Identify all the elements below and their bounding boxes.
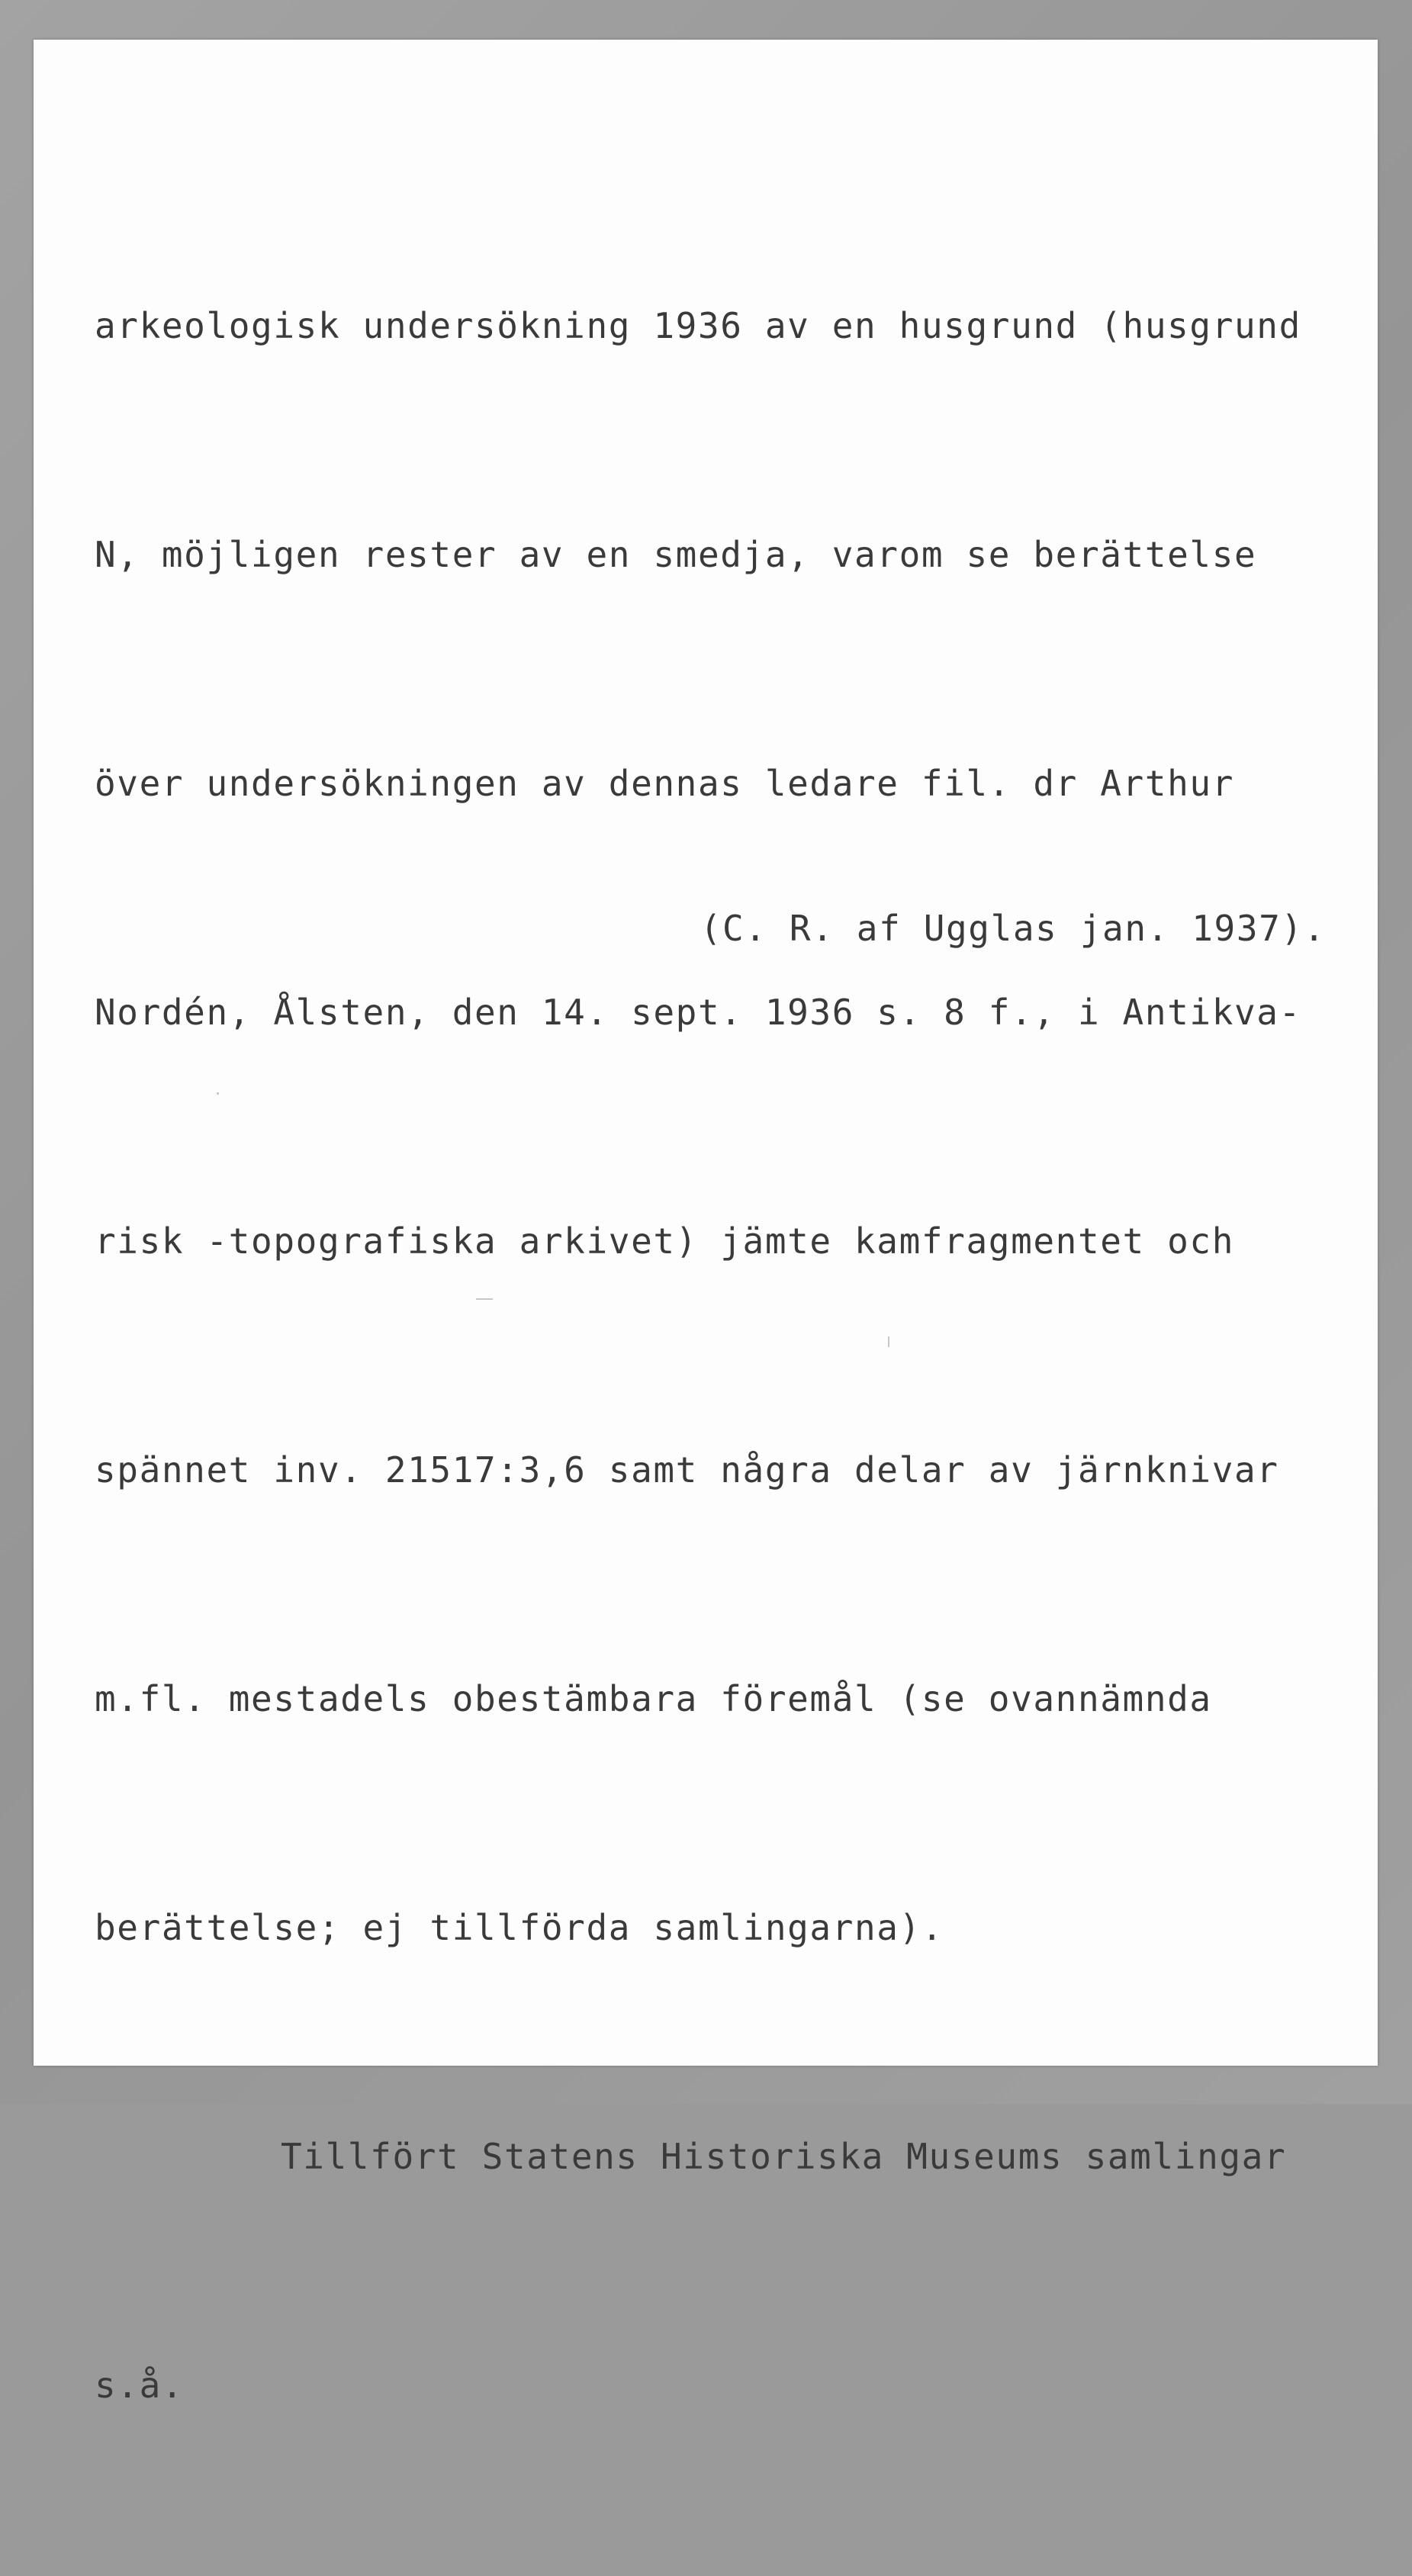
paper-speck bbox=[476, 1298, 493, 1300]
index-card bbox=[34, 40, 1378, 2406]
text-line-5: risk -topografiska arkivet) jämte kamfragmentet och bbox=[95, 1220, 1235, 1262]
text-line-6: spännet inv. 21517:3,6 samt några delar av järnknivar bbox=[95, 1449, 1279, 1491]
text-line-10: s.å. bbox=[95, 2365, 185, 2406]
text-line-8: berättelse; ej tillförda samlingarna). bbox=[95, 1907, 944, 1948]
card-text bbox=[95, 135, 1376, 2576]
text-line-9: Tillfört Statens Historiska Museums samlingar bbox=[281, 2136, 1287, 2177]
paper-speck bbox=[888, 1336, 889, 1347]
text-line-1: arkeologisk undersökning 1936 av en husgrund (husgrund bbox=[95, 305, 1301, 346]
text-line-4: Nordén, Ålsten, den 14. sept. 1936 s. 8 f., i Antikva- bbox=[95, 992, 1301, 1033]
text-line-3: över undersökningen av dennas ledare fil. dr Arthur bbox=[95, 763, 1235, 804]
paper-speck bbox=[217, 1092, 219, 1095]
signature-line: (C. R. af Ugglas jan. 1937). bbox=[700, 908, 1326, 949]
text-line-7: m.fl. mestadels obestämbara föremål (se ovannämnda bbox=[95, 1678, 1212, 1719]
text-line-2: N, möjligen rester av en smedja, varom se berättelse bbox=[95, 534, 1257, 575]
